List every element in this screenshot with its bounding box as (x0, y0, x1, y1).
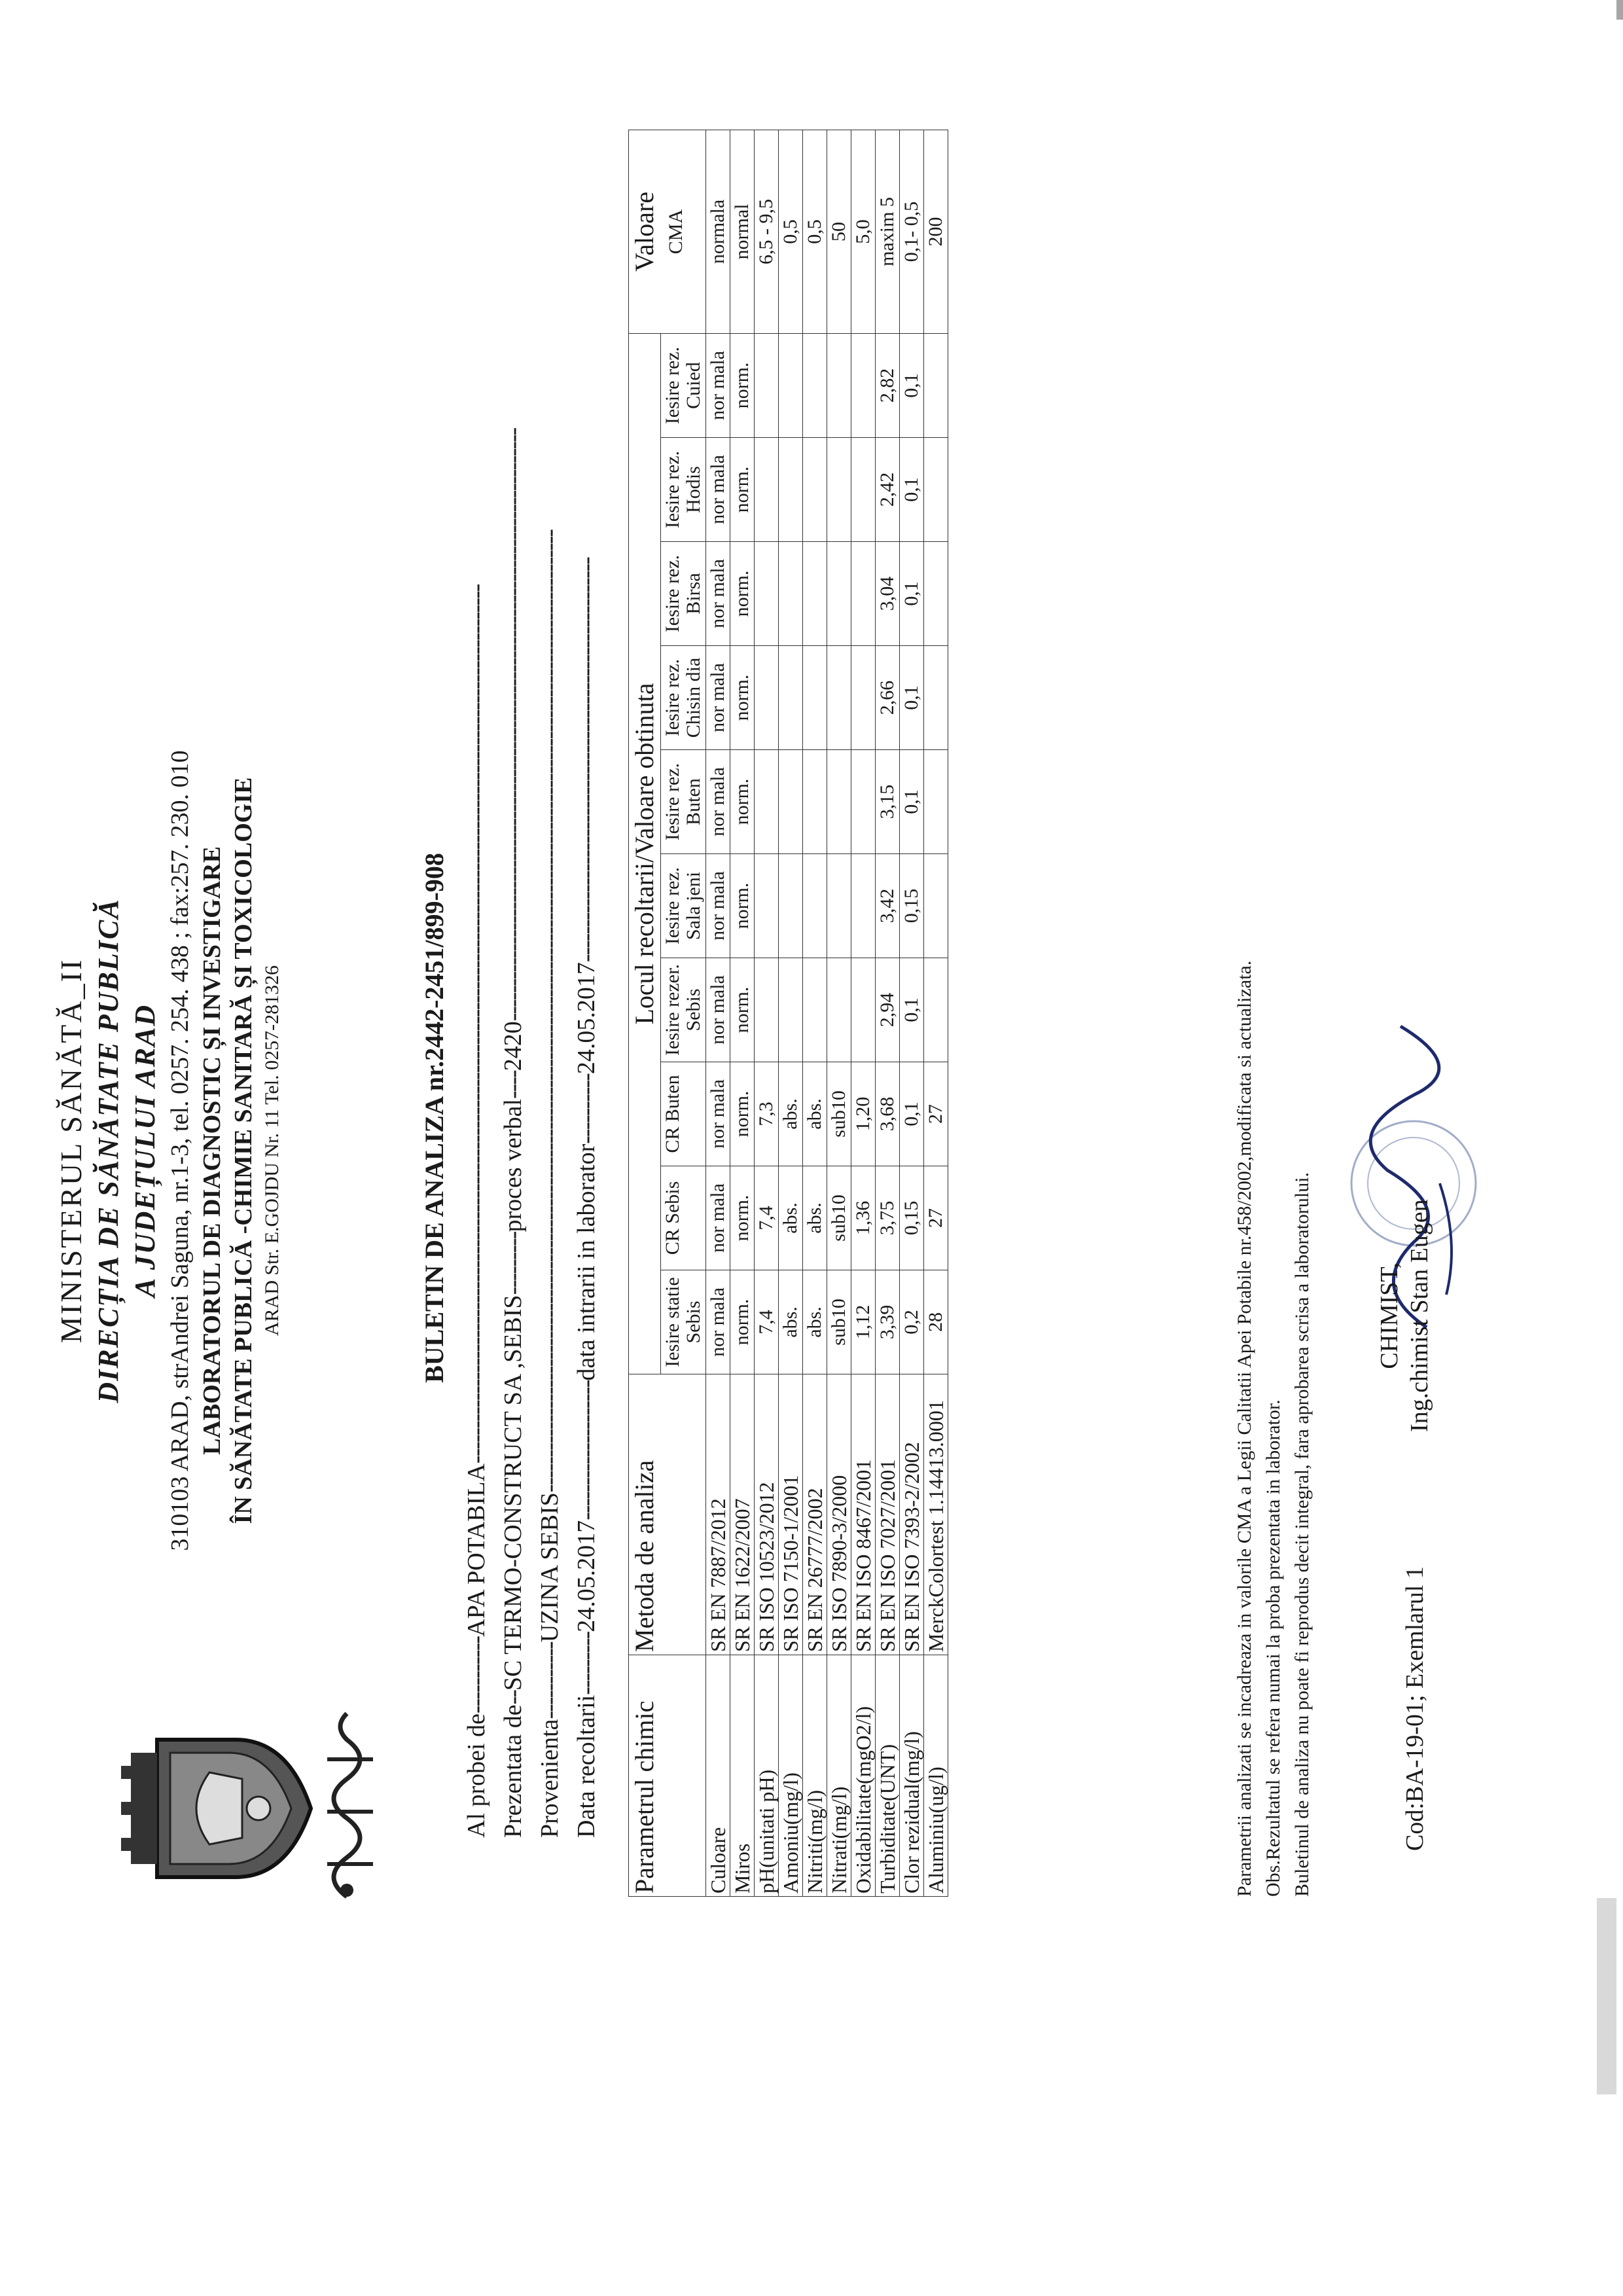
probe-value: APA POTABILA (463, 1463, 490, 1637)
value-cell: 3,75 (876, 1166, 900, 1270)
value-cell (803, 334, 827, 438)
note-line: Buletinul de analiza nu poate fi reprodus decit integral, fara aprobarea scrisa a laboratorului. (1291, 1172, 1313, 1897)
header-method: Metoda de analiza (629, 1374, 706, 1655)
document-code: Cod:BA-19-01; Exemlarul 1 (1401, 1566, 1429, 1851)
value-cell (803, 958, 827, 1062)
table-row (827, 130, 851, 1897)
cma-cell: 0,5 (779, 130, 803, 334)
value-cell (755, 750, 779, 854)
value-cell (827, 334, 851, 438)
laboratory-department: ÎN SĂNĂTATE PUBLICĂ -CHIMIE SANITARĂ ȘI TOXICOLOGIE (230, 777, 257, 1524)
value-cell (779, 542, 803, 646)
value-cell: nor mala (706, 1062, 730, 1166)
entry-label: data intrarii in laborator (573, 1143, 600, 1381)
signatory (1374, 1199, 1435, 1432)
table-row (730, 130, 755, 1897)
value-cell: 2,66 (876, 646, 900, 750)
value-cell: nor mala (706, 750, 730, 854)
value-cell: norm. (730, 1062, 755, 1166)
value-cell: 3,39 (876, 1270, 900, 1374)
value-cell (827, 646, 851, 750)
value-cell (779, 438, 803, 542)
value-cell: abs. (779, 1062, 803, 1166)
value-cell (755, 334, 779, 438)
table-row (803, 130, 827, 1897)
value-cell: nor mala (706, 334, 730, 438)
value-cell (851, 854, 876, 958)
value-cell (924, 334, 948, 438)
ministry-name: MINISTERUL SĂNĂTĂ_II (54, 958, 88, 1344)
presented-value: SC TERMO-CONSTRUCT SA ,SEBIS (499, 1295, 527, 1691)
coat-of-arms-icon (118, 1727, 314, 1890)
value-cell (827, 854, 851, 958)
value-cell: norm. (730, 854, 755, 958)
value-cell (803, 646, 827, 750)
param-cell: Nitriti(mg/l) (803, 1655, 827, 1897)
cma-cell: normal (730, 130, 755, 334)
value-cell: sub10 (827, 1270, 851, 1374)
value-cell (779, 854, 803, 958)
cma-cell: 0,5 (803, 130, 827, 334)
value-cell: nor mala (706, 1166, 730, 1270)
value-cell: 2,94 (876, 958, 900, 1062)
value-cell (779, 750, 803, 854)
param-cell: Oxidabilitate(mgO2/l) (851, 1655, 876, 1897)
results-body (706, 130, 948, 1897)
value-cell: 0,1 (900, 958, 924, 1062)
value-cell (779, 646, 803, 750)
value-cell: abs. (803, 1062, 827, 1166)
collect-label: Data recoltarii (573, 1695, 600, 1838)
note-line: Obs.Rezultatul se refera numai la proba prezentata in laborator. (1262, 1399, 1284, 1897)
value-cell (827, 958, 851, 1062)
location-header-cell: Iesire rez. Birsa (661, 542, 706, 646)
value-cell (755, 542, 779, 646)
value-cell: abs. (803, 1166, 827, 1270)
value-cell: nor mala (706, 1270, 730, 1374)
results-table (628, 130, 948, 1897)
value-cell: 0,1 (900, 750, 924, 854)
value-cell: 2,82 (876, 334, 900, 438)
method-cell: SR EN 26777/2002 (803, 1374, 827, 1655)
value-cell: sub10 (827, 1166, 851, 1270)
value-cell (924, 438, 948, 542)
value-cell (924, 750, 948, 854)
value-cell: 2,42 (876, 438, 900, 542)
value-cell (827, 438, 851, 542)
value-cell: 0,15 (900, 1166, 924, 1270)
header-cma-label: Valoare (630, 191, 659, 272)
value-cell: 0,1 (900, 646, 924, 750)
method-cell: MerckColortest 1.14413.0001 (924, 1374, 948, 1655)
value-cell: 3,68 (876, 1062, 900, 1166)
value-cell: 27 (924, 1062, 948, 1166)
method-cell: SR EN ISO 7027/2001 (876, 1374, 900, 1655)
method-cell: SR EN 7887/2012 (706, 1374, 730, 1655)
location-header-cell: Iesire rez. Chisin dia (661, 646, 706, 750)
entry-value: 24.05.2017 (573, 962, 600, 1075)
method-cell: SR EN 1622/2007 (730, 1374, 755, 1655)
header-location: Locul recoltarii/Valoare obtinuta (629, 334, 661, 1374)
value-cell: 3,04 (876, 542, 900, 646)
cma-cell: maxim 5 (876, 130, 900, 334)
note-line: Parametrii analizati se incadreaza in valorile CMA a Legii Calitatii Apei Potabile nr.458/2002,modificata si actualizata. (1234, 960, 1255, 1897)
param-cell: Miros (730, 1655, 755, 1897)
caduceus-logo-icon (308, 1707, 386, 1903)
value-cell: norm. (730, 646, 755, 750)
header-cma (629, 130, 706, 334)
value-cell (924, 854, 948, 958)
table-row (779, 130, 803, 1897)
param-cell: Clor rezidual(mg/l) (900, 1655, 924, 1897)
param-cell: Turbiditate(UNT) (876, 1655, 900, 1897)
value-cell: sub10 (827, 1062, 851, 1166)
method-cell: SR ISO 10523/2012 (755, 1374, 779, 1655)
sample-info (458, 332, 605, 1838)
origin-row: Provenienta-----------UZINA SEBIS------------------------------------------------------------------------------------------------------------------------------------------ (536, 529, 563, 1838)
value-cell: 0,1 (900, 1062, 924, 1166)
location-header-cell: CR Buten (661, 1062, 706, 1166)
method-cell: SR EN ISO 7393-2/2002 (900, 1374, 924, 1655)
value-cell: 7,3 (755, 1062, 779, 1166)
param-cell: Nitrati(mg/l) (827, 1655, 851, 1897)
value-cell: 1,20 (851, 1062, 876, 1166)
header-param: Parametrul chimic (629, 1655, 706, 1897)
probe-row: Al probei de-----------APA POTABILA------------------------------------------------------------------------------------------------------------------------------ (463, 584, 490, 1838)
value-cell (924, 646, 948, 750)
value-cell (755, 958, 779, 1062)
value-cell (803, 854, 827, 958)
value-cell (924, 958, 948, 1062)
location-header-cell: Iesire rez. Sala jeni (661, 854, 706, 958)
cma-cell: normala (706, 130, 730, 334)
cma-cell: 5,0 (851, 130, 876, 334)
laboratory-address: ARAD Str. E.GOJDU Nr. 11 Tel. 0257-281326 (261, 965, 283, 1336)
value-cell: 3,42 (876, 854, 900, 958)
value-cell: nor mala (706, 646, 730, 750)
method-cell: SR ISO 7150-1/2001 (779, 1374, 803, 1655)
value-cell (779, 334, 803, 438)
cma-cell: 6,5 - 9,5 (755, 130, 779, 334)
document-title: BULETIN DE ANALIZA nr.2442-2451/899-908 (419, 853, 449, 1383)
value-cell: 0,1 (900, 542, 924, 646)
method-cell: SR ISO 7890-3/2000 (827, 1374, 851, 1655)
value-cell (755, 646, 779, 750)
value-cell: 0,1 (900, 334, 924, 438)
value-cell: nor mala (706, 958, 730, 1062)
cma-cell: 50 (827, 130, 851, 334)
probe-label: Al probei de (463, 1713, 490, 1838)
value-cell: 1,36 (851, 1166, 876, 1270)
value-cell: 1,12 (851, 1270, 876, 1374)
institution-address: 310103 ARAD, strAndrei Saguna, nr.1-3, tel. 0257. 254. 438 ; fax:257. 230. 010 (166, 750, 194, 1551)
origin-value: UZINA SEBIS (536, 1492, 563, 1643)
method-cell: SR EN ISO 8467/2001 (851, 1374, 876, 1655)
value-cell (851, 542, 876, 646)
value-cell (803, 750, 827, 854)
value-cell: norm. (730, 958, 755, 1062)
value-cell: 7,4 (755, 1270, 779, 1374)
value-cell: 0,15 (900, 854, 924, 958)
value-cell: 0,2 (900, 1270, 924, 1374)
value-cell (827, 750, 851, 854)
value-cell: 28 (924, 1270, 948, 1374)
value-cell (803, 438, 827, 542)
value-cell (851, 334, 876, 438)
collect-value: 24.05.2017 (573, 1520, 600, 1632)
value-cell: abs. (779, 1270, 803, 1374)
value-cell (851, 646, 876, 750)
notes (1230, 326, 1317, 1897)
value-cell (851, 958, 876, 1062)
table-row (876, 130, 900, 1897)
value-cell: 0,1 (900, 438, 924, 542)
param-cell: Aluminiu(ug/l) (924, 1655, 948, 1897)
value-cell: norm. (730, 334, 755, 438)
directorate-county: A JUDEȚULUI ARAD (129, 1003, 161, 1298)
value-cell: norm. (730, 438, 755, 542)
presented-row: Prezentata de--SC TERMO-CONSTRUCT SA ,SEBIS---------proces verbal----2420------------------------------------------------------------------------------------- (499, 428, 527, 1838)
value-cell (755, 438, 779, 542)
value-cell: norm. (730, 750, 755, 854)
value-cell: nor mala (706, 854, 730, 958)
verbal-label: proces verbal (499, 1098, 527, 1232)
value-cell: nor mala (706, 438, 730, 542)
value-cell: 27 (924, 1166, 948, 1270)
value-cell (803, 542, 827, 646)
directorate-name: DIRECȚIA DE SĂNĂTATE PUBLICĂ (92, 898, 124, 1403)
value-cell: abs. (803, 1270, 827, 1374)
value-cell: norm. (730, 1166, 755, 1270)
table-row (851, 130, 876, 1897)
table-row (755, 130, 779, 1897)
verbal-value: 2420 (499, 1021, 527, 1071)
location-header-cell: Iesire statie Sebis (661, 1270, 706, 1374)
value-cell: abs. (779, 1166, 803, 1270)
table-header-row (629, 130, 661, 1897)
value-cell: nor mala (706, 542, 730, 646)
value-cell (851, 750, 876, 854)
location-header-cell: CR Sebis (661, 1166, 706, 1270)
table-row (924, 130, 948, 1897)
value-cell (755, 854, 779, 958)
location-header-cell: Iesire rezer. Sebis (661, 958, 706, 1062)
table-row (706, 130, 730, 1897)
cma-cell: 200 (924, 130, 948, 334)
param-cell: Culoare (706, 1655, 730, 1897)
param-cell: Amoniu(mg/l) (779, 1655, 803, 1897)
value-cell: norm. (730, 542, 755, 646)
signatory-role: CHIMIST, (1376, 1262, 1403, 1369)
header-cma-sub: CMA (665, 209, 687, 255)
value-cell: 3,15 (876, 750, 900, 854)
laboratory-name: LABORATORUL DE DIAGNOSTIC ȘI INVESTIGARE (198, 846, 226, 1455)
location-header-cell: Iesire rez. Cuied (661, 334, 706, 438)
location-header-cell: Iesire rez. Hodis (661, 438, 706, 542)
value-cell (924, 542, 948, 646)
table-row (900, 130, 924, 1897)
value-cell (851, 438, 876, 542)
location-header-cell: Iesire rez. Buten (661, 750, 706, 854)
param-cell: pH(unitati pH) (755, 1655, 779, 1897)
value-cell: 7,4 (755, 1166, 779, 1270)
value-cell (827, 542, 851, 646)
origin-label: Provenienta (536, 1719, 563, 1838)
dates-row: Data recoltarii---------24.05.2017--------------------data intrarii in laborator----------24.05.2017---------------------------------------------------------- (573, 558, 600, 1838)
value-cell (779, 958, 803, 1062)
cma-cell: 0,1- 0,5 (900, 130, 924, 334)
institution-header (52, 594, 285, 1707)
presented-label: Prezentata de (499, 1704, 527, 1838)
signatory-name: Ing.chimist Stan Eugen (1406, 1199, 1433, 1432)
value-cell: norm. (730, 1270, 755, 1374)
